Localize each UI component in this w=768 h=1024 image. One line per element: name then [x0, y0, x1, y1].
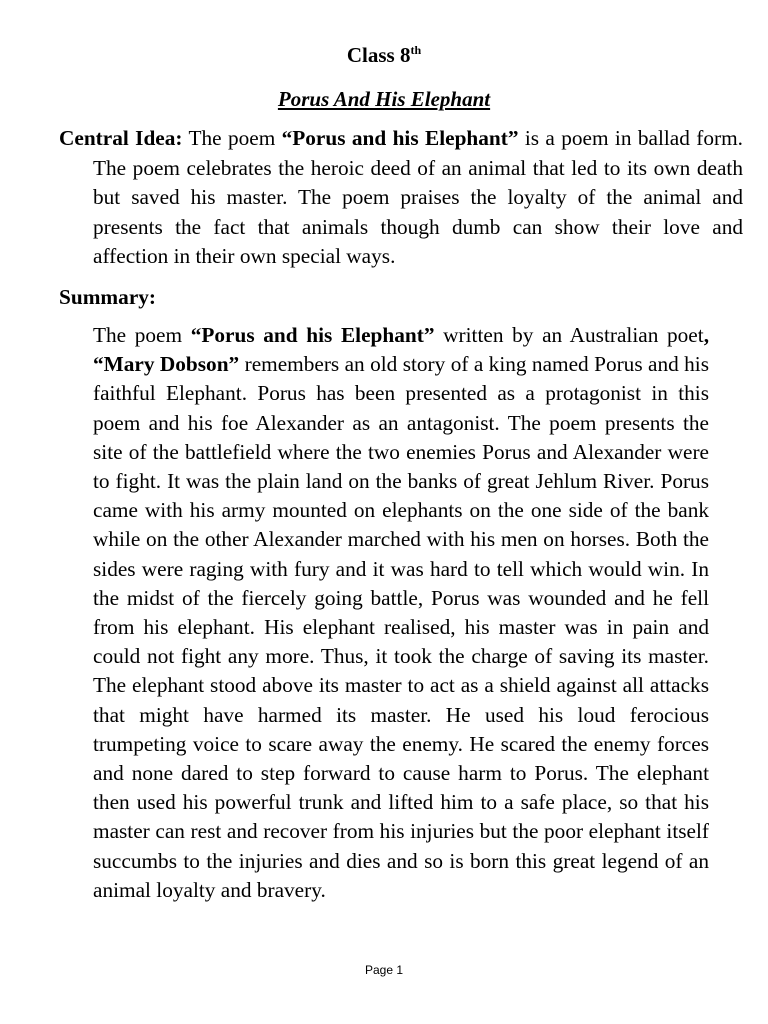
class-heading [0, 42, 768, 68]
summary-text-1: written by an Australian poet [434, 323, 704, 347]
summary-text-2: remembers an old story of a king named Porus and his faithful Elephant. Porus has been presented as a protagonist in this poem and his foe Alexander as an antagonist. The poem presents the site of the battlefield where the two enemies Porus and Alexander were to fight. It was the plain land on the banks of great Jehlum River. Porus came with his army mounted on elephants on the one side of the bank while on the other Alexander marched with his men on horses. Both the sides were raging with fury and it was hard to tell which would win. In the midst of the fiercely going battle, Porus was wounded and he fell from his elephant. His elephant realised, his master was in pain and could not fight any more. Thus, it took the charge of saving its master. The elephant stood above its master to act as a shield against all attacks that might have harmed its master. He used his loud ferocious trumpeting voice to scare away the enemy. He scared the enemy forces and none dared to step forward to cause harm to Porus. The elephant then used his powerful trunk and lifted him to a safe place, so that his master can rest and recover from his injuries but the poor elephant itself succumbs to the injuries and dies and so is born this great legend of an animal loyalty and bravery. [93, 352, 710, 902]
poem-title: Porus And His Elephant [277, 87, 491, 111]
class-label: Class 8 [346, 43, 411, 67]
summary-intro: The poem [93, 323, 191, 347]
summary-poem-name: “Porus and his Elephant” [190, 323, 435, 347]
summary-poet-name: , “Mary Dobson” [93, 323, 710, 377]
summary-paragraph [93, 321, 709, 905]
central-idea-text: is a poem in ballad form. The poem celebrates the heroic deed of an animal that led to its own death but saved his master. The poem praises the loyalty of the animal and presents the fact that animals though dumb can show their love and affection in their own special ways. [93, 126, 743, 268]
summary-heading: Summary: [59, 285, 157, 309]
central-idea-intro: The poem [182, 126, 282, 150]
class-superscript: th [410, 43, 422, 57]
page-number: Page 1 [364, 963, 404, 977]
central-idea-poem-name: “Porus and his Elephant” [281, 126, 519, 150]
central-idea-label: Central Idea: [59, 126, 183, 150]
central-idea-paragraph [59, 124, 743, 272]
